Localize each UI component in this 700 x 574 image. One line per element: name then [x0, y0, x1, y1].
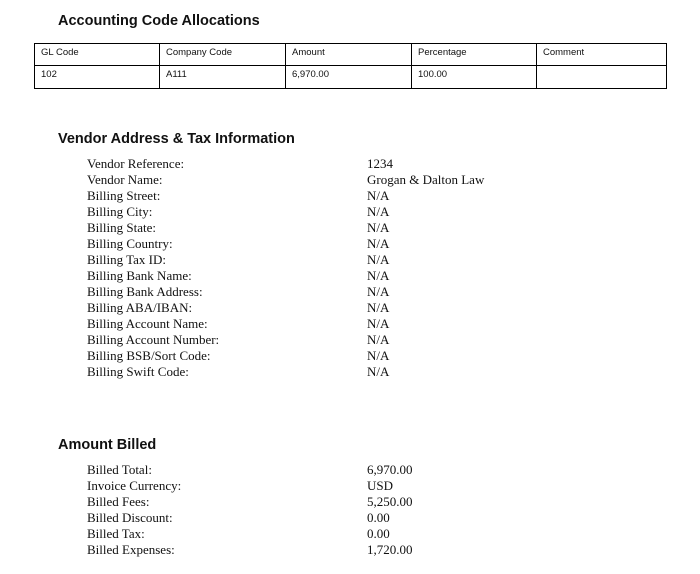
percentage-cell: 100.00 [412, 66, 537, 89]
billing-country-row [87, 236, 567, 252]
field-label: Billed Discount: [87, 510, 173, 525]
column-header-comment: Comment [537, 44, 667, 66]
field-label: Billing Street: [87, 188, 161, 203]
field-label: Vendor Reference: [87, 156, 185, 171]
billed-total-row [87, 462, 567, 478]
amount-cell: 6,970.00 [286, 66, 412, 89]
field-label: Billing State: [87, 220, 156, 235]
field-label: Billing Account Name: [87, 316, 208, 331]
field-label: Invoice Currency: [87, 478, 182, 493]
field-value: USD [367, 478, 394, 493]
allocations-header-row [35, 44, 667, 66]
field-value: N/A [367, 236, 390, 251]
billing-street-row [87, 188, 567, 204]
field-value: N/A [367, 300, 390, 315]
field-value: 1,720.00 [367, 542, 413, 557]
billing-aba-iban-row [87, 300, 567, 316]
gl-code-cell: 102 [35, 66, 160, 89]
vendor-reference-row [87, 156, 567, 172]
field-label: Billed Total: [87, 462, 152, 477]
company-code-cell: A111 [160, 66, 286, 89]
billed-expenses-row [87, 542, 567, 558]
field-value: 0.00 [367, 510, 390, 525]
billing-state-row [87, 220, 567, 236]
column-header-amount: Amount [286, 44, 412, 66]
field-label: Billing BSB/Sort Code: [87, 348, 211, 363]
comment-cell [537, 66, 667, 89]
billing-bsb-sort-code-row [87, 348, 567, 364]
field-value: N/A [367, 284, 390, 299]
field-label: Billing Bank Name: [87, 268, 192, 283]
invoice-currency-row [87, 478, 567, 494]
allocations-title: Accounting Code Allocations [58, 13, 260, 29]
field-value: N/A [367, 364, 390, 379]
billed-discount-row [87, 510, 567, 526]
vendor-name-row [87, 172, 567, 188]
amount-billed-title: Amount Billed [58, 437, 157, 453]
field-value: N/A [367, 220, 390, 235]
billing-tax-id-row [87, 252, 567, 268]
field-value: N/A [367, 188, 390, 203]
field-label: Billing Bank Address: [87, 284, 203, 299]
field-label: Billing City: [87, 204, 153, 219]
column-header-company-code: Company Code [160, 44, 286, 66]
field-label: Billed Fees: [87, 494, 150, 509]
column-header-percentage: Percentage [412, 44, 537, 66]
field-value: 1234 [367, 156, 393, 171]
billing-bank-name-row [87, 268, 567, 284]
field-value: 5,250.00 [367, 494, 413, 509]
field-label: Billing Account Number: [87, 332, 220, 347]
amount-billed-list [87, 462, 567, 558]
field-label: Billing Swift Code: [87, 364, 189, 379]
allocations-table [34, 43, 667, 89]
field-label: Billing Tax ID: [87, 252, 167, 267]
field-value: N/A [367, 204, 390, 219]
field-value: N/A [367, 332, 390, 347]
vendor-info-list [87, 156, 567, 380]
field-value: N/A [367, 316, 390, 331]
field-label: Vendor Name: [87, 172, 163, 187]
field-value: 6,970.00 [367, 462, 413, 477]
field-label: Billing Country: [87, 236, 173, 251]
field-value: 0.00 [367, 526, 390, 541]
field-value: Grogan & Dalton Law [367, 172, 485, 187]
billing-account-name-row [87, 316, 567, 332]
field-value: N/A [367, 252, 390, 267]
table-row [35, 66, 667, 89]
billed-fees-row [87, 494, 567, 510]
vendor-section-title: Vendor Address & Tax Information [58, 131, 295, 147]
field-label: Billed Expenses: [87, 542, 175, 557]
field-label: Billed Tax: [87, 526, 145, 541]
billing-account-number-row [87, 332, 567, 348]
billing-bank-address-row [87, 284, 567, 300]
column-header-gl-code: GL Code [35, 44, 160, 66]
field-value: N/A [367, 348, 390, 363]
billed-tax-row [87, 526, 567, 542]
field-label: Billing ABA/IBAN: [87, 300, 193, 315]
billing-city-row [87, 204, 567, 220]
billing-swift-code-row [87, 364, 567, 380]
field-value: N/A [367, 268, 390, 283]
